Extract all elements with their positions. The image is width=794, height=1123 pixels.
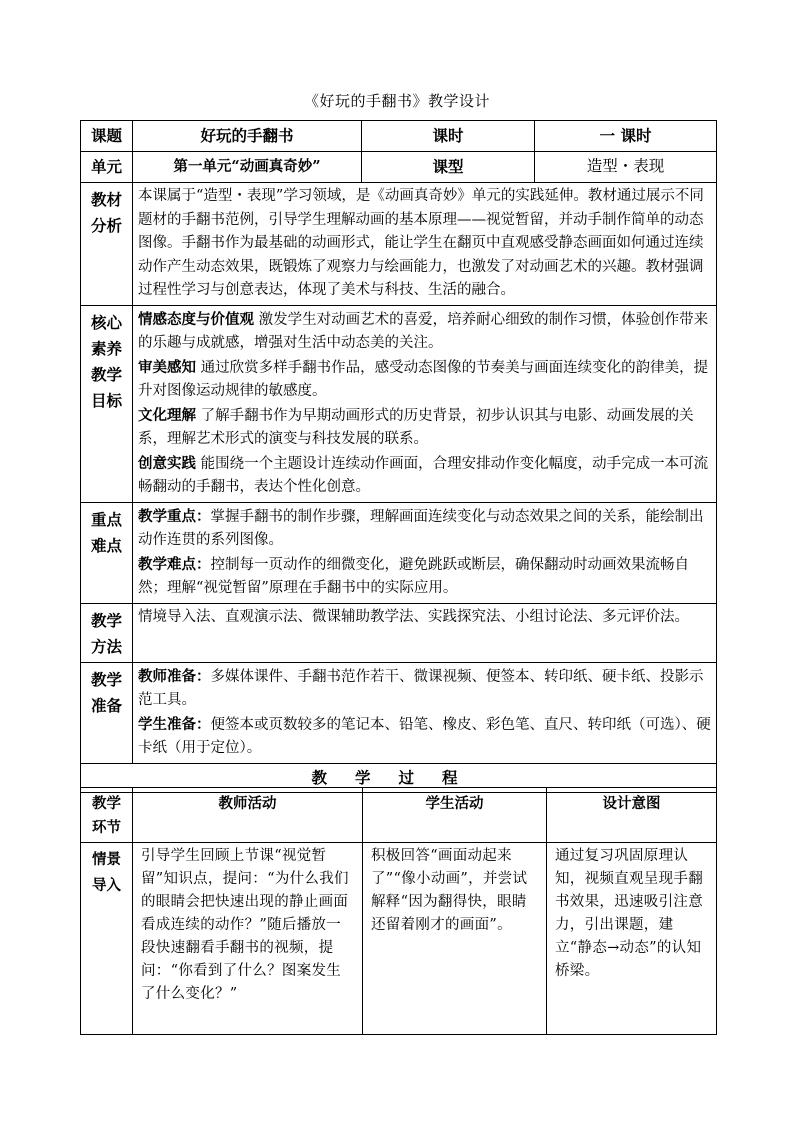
preparation-label [81,662,133,763]
lesson-type-value: 造型・表现 [535,152,717,183]
objective-item [138,452,711,500]
objective-item [138,404,711,452]
process-table [80,787,717,1035]
row-topic [81,121,717,152]
preparation-head: 教师准备 [138,667,196,685]
process-header-row [81,788,717,843]
key-point-text: 掌握手翻书的制作步骤，理解画面连续变化与动态效果之间的关系，能绘制出动作连贯的系列图像。 [138,508,704,548]
label-line: 环节 [92,819,121,836]
row-methods [81,603,717,662]
label-line: 教学 [90,669,122,689]
document-title: 《好玩的手翻书》教学设计 [303,92,490,110]
methods-text: 情境导入法、直观演示法、微课辅助教学法、实践探究法、小组讨论法、多元评价法。 [133,603,717,662]
col-intent-header: 设计意图 [547,788,717,843]
col-stage-header [81,788,133,843]
label-line: 教材 [90,190,122,209]
label-line: 重点 [90,509,122,529]
objective-head: 文化理解 [138,406,196,424]
key-point-item: 教学难点：控制每一页动作的细微变化，避免跳跃或断层，确保翻动时动画效果流畅自然；理解“视觉暂留”原理在手翻书中的实际应用。 [138,555,689,596]
objective-text: 激发学生对动画艺术的喜爱，培养耐心细致的制作习惯，体验创作带来的乐趣与成就感，增强对生活中动态美的关注。 [138,311,709,351]
topic-label: 课题 [81,121,133,152]
objectives-label [81,305,133,502]
label-line: 难点 [90,535,122,555]
lesson-plan-table [80,120,717,793]
teacher-activity: 引导学生回顾上节课“视觉暂留”知识点，提问：“为什么我们的眼睛会把快速出现的静止画面看成连续的动作？”随后播放一段快速翻看手翻书的视频，提问：“你看到了什么？图案发生了什么变化？” [133,843,363,1035]
objective-head: 情感态度与价值观 [138,310,254,328]
material-analysis-text: 本课属于“造型・表现”学习领域，是《动画真奇妙》单元的实践延伸。教材通过展示不同题材的手翻书范例，引导学生理解动画的基本原理——视觉暂留，并动手制作简单的动态图像。手翻书作为最基础的动画形式，能让学生在翻页中直观感受静态画面如何通过连续动作产生动态效果，既锻炼了观察力与绘画能力，也激发了对动画艺术的兴趣。教材强调过程性学习与创意表达，体现了美术与科技、生活的融合。 [133,183,717,306]
methods-label [81,603,133,662]
preparation-text: 多媒体课件、手翻书范作若干、微课视频、便签本、转印纸、硬卡纸、投影示范工具。 [138,668,704,708]
label-line: 准备 [90,695,122,715]
topic-value: 好玩的手翻书 [133,121,362,152]
label-line: 目标 [90,390,122,410]
objective-text: 能围绕一个主题设计连续动作画面，合理安排动作变化幅度，动手完成一本可流畅翻动的手翻书，表达个性化创意。 [138,455,709,495]
row-unit [81,152,717,183]
preparation-item: 教师准备：多媒体课件、手翻书范作若干、微课视频、便签本、转印纸、硬卡纸、投影示范工具。 [138,667,704,708]
label-line: 教学 [92,795,121,812]
preparation-head: 学生准备 [138,715,196,733]
preparation-item: 学生准备：便签本或页数较多的笔记本、铅笔、橡皮、彩色笔、直尺、转印纸（可选）、硬卡纸（用于定位）。 [138,715,711,756]
process-heading: 教学过程 [81,763,717,792]
objective-head: 审美感知 [138,358,196,376]
student-activity: 积极回答“画面动起来了”“像小动画”，并尝试解释“因为翻得快，眼睛还留着刚才的画面”。 [363,843,547,1035]
label-line: 导入 [92,877,121,894]
row-material-analysis [81,183,717,306]
row-objectives [81,305,717,502]
key-point-item: 教学重点：掌握手翻书的制作步骤，理解画面连续变化与动态效果之间的关系，能绘制出动作连贯的系列图像。 [138,507,704,548]
unit-value: 第一单元“动画真奇妙” [133,152,362,183]
objective-item [138,356,711,404]
label-line: 核心 [90,312,122,332]
key-point-text: 控制每一页动作的细微变化，避免跳跃或断层，确保翻动时动画效果流畅自然；理解“视觉暂留”原理在手翻书中的实际应用。 [138,556,689,596]
key-point-head: 教学难点 [138,555,196,573]
row-preparation [81,662,717,763]
key-point-head: 教学重点 [138,507,196,525]
key-points-label [81,502,133,603]
label-line: 分析 [90,216,122,235]
col-teacher-header: 教师活动 [133,788,363,843]
material-analysis-label [81,183,133,306]
label-line: 教学 [90,610,122,630]
col-student-header: 学生活动 [363,788,547,843]
unit-label: 单元 [81,152,133,183]
label-line: 素养 [90,338,122,358]
key-points-content [133,502,717,603]
lesson-type-label: 课型 [362,152,535,183]
label-line: 方法 [90,636,122,656]
objectives-content [133,305,717,502]
period-label: 课时 [362,121,535,152]
preparation-content [133,662,717,763]
row-key-points [81,502,717,603]
period-value: 一 课时 [535,121,717,152]
design-intent: 通过复习巩固原理认知，视频直观呈现手翻书效果，迅速吸引注意力，引出课题，建立“静态→动态”的认知桥梁。 [547,843,717,1035]
objective-text: 通过欣赏多样手翻书作品，感受动态图像的节奏美与画面连续变化的韵律美，提升对图像运动规律的敏感度。 [138,359,709,399]
objective-head: 创意实践 [138,454,196,472]
label-line: 情景 [92,851,121,868]
process-row [81,843,717,1035]
label-line: 教学 [90,364,122,384]
objective-text: 了解手翻书作为早期动画形式的历史背景，初步认识其与电影、动画发展的关系，理解艺术形式的演变与科技发展的联系。 [138,407,694,447]
preparation-text: 便签本或页数较多的笔记本、铅笔、橡皮、彩色笔、直尺、转印纸（可选）、硬卡纸（用于定位）。 [138,716,711,756]
stage-label [81,843,133,1035]
objective-item [138,308,711,356]
